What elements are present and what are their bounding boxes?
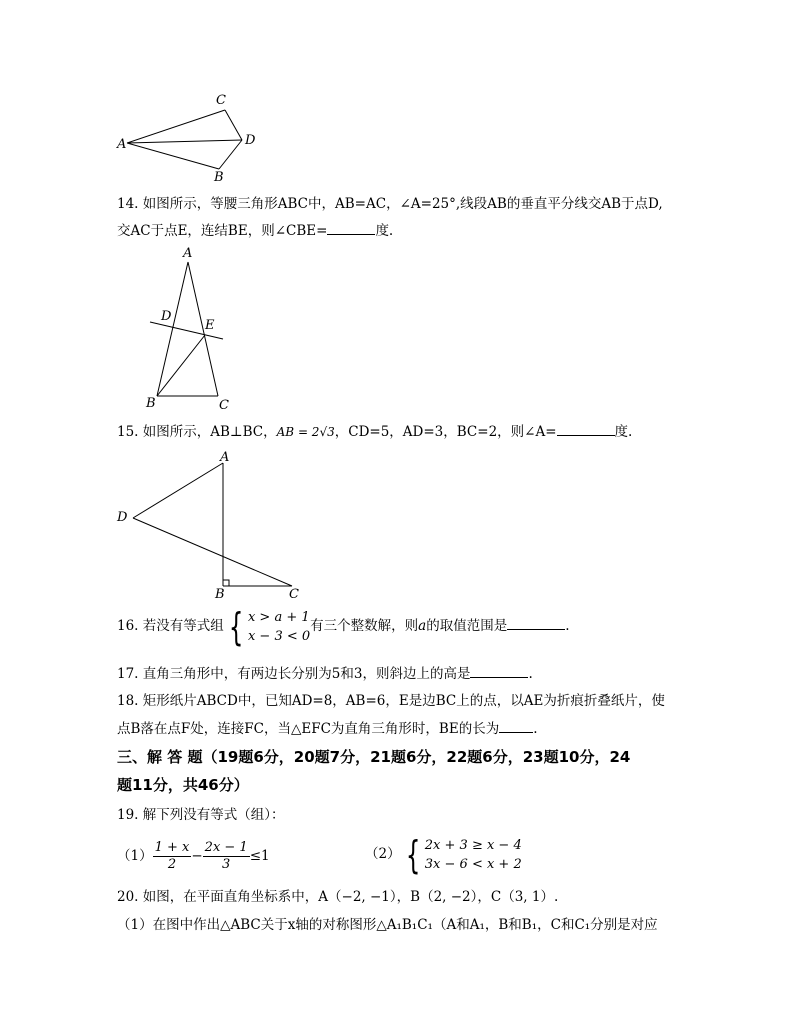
fig14-edge-be [157, 335, 205, 396]
fig13-edge-ac [127, 110, 225, 143]
q19-system [425, 836, 522, 874]
q14-line2-end: 度. [375, 223, 394, 239]
fig14-label-c: C [219, 398, 229, 413]
q19-p1-label: （1） [117, 848, 153, 864]
q16-brace: { [228, 604, 244, 649]
q17-end: . [528, 666, 533, 682]
fig15-edge-dc [133, 518, 292, 586]
q16-text-pre: 16. 若没有等式组 [117, 618, 224, 634]
q18-line1: 18. 矩形纸片ABCD中，已知AD=8，AB=6，E是边BC上的点，以AE为折痕折叠纸片，使 [117, 693, 665, 709]
q16-system [248, 608, 310, 646]
fig14-label-b: B [146, 396, 156, 411]
fig13-label-d: D [245, 133, 256, 148]
q18-line2 [117, 719, 538, 738]
q19-frac2-num: 2x − 1 [204, 840, 248, 855]
q18-answer-blank[interactable] [499, 719, 533, 733]
q18-line2-text: 点B落在点F处，连接FC，当△EFC为直角三角形时，BE的长为 [117, 721, 500, 737]
fig13-edge-db [219, 140, 242, 169]
q19-frac1-num: 1 + x [154, 840, 190, 855]
q17-text: 17. 直角三角形中，有两边长分别为5和3，则斜边上的高是 [117, 666, 471, 682]
q20-line2: （1）在图中作出△ABC关于x轴的对称图形△A₁B₁C₁（A和A₁，B和B₁，C和C₁分别是对应 [117, 917, 658, 933]
fig15-label-c: C [289, 587, 299, 602]
fig13-edge-ad [127, 140, 242, 143]
q20-line1: 20. 如图，在平面直角坐标系中，A（−2, −1），B（2, −2），C（3, 1）. [117, 889, 559, 905]
q19-p2-label: （2） [365, 846, 401, 862]
q19-title: 19. 解下列没有等式（组）： [117, 807, 285, 823]
q16-text-post: 的取值范围是 [426, 618, 508, 634]
q15-text-mid: ，CD=5，AD=3，BC=2，则∠A= [334, 424, 557, 440]
q14-line2 [117, 221, 393, 240]
q16-end: . [565, 618, 570, 634]
q19-part1 [117, 834, 270, 878]
q19-frac2 [203, 840, 250, 873]
q18-end: . [533, 721, 538, 737]
fig15-right-angle-mark [223, 580, 229, 586]
section-3-heading-line2: 题11分，共46分） [117, 776, 249, 794]
q19-minus: − [191, 848, 203, 864]
fig15-label-a: A [220, 450, 230, 465]
q15-line [117, 422, 632, 441]
fig14-label-d: D [161, 309, 172, 324]
fig14-label-e: E [205, 318, 215, 333]
q16-var: a [418, 618, 427, 634]
fig14-label-a: A [183, 246, 193, 261]
q16-row1: x > a + 1 [247, 609, 310, 625]
q15-text-post: 度. [614, 424, 633, 440]
fig14-edge-ab [157, 262, 188, 396]
q16-line [117, 604, 570, 649]
fig15-label-d: D [117, 510, 128, 525]
q19-brace: { [405, 832, 420, 877]
fig13-label-c: C [216, 93, 226, 108]
q15-answer-blank[interactable] [557, 422, 615, 436]
q14-line1: 14. 如图所示，等腰三角形ABC中，AB=AC，∠A=25°,线段AB的垂直平分线交AB于点D, [117, 196, 663, 212]
q14-line2-text: 交AC于点E，连结BE，则∠CBE= [117, 223, 328, 239]
q15-ab-expr: AB = 2√3 [276, 425, 335, 439]
q16-row2: x − 3 < 0 [247, 628, 311, 644]
fig13-label-a: A [117, 137, 127, 152]
section-3-heading-line1: 三、解 答 题（19题6分，20题7分，21题6分，22题6分，23题10分，24 [117, 748, 631, 766]
q16-text-mid: 有三个整数解，则 [310, 618, 419, 634]
q17-answer-blank[interactable] [470, 664, 528, 678]
q17-line [117, 664, 533, 683]
q19-part2 [365, 832, 522, 876]
q19-sys-row1: 2x + 3 ≥ x − 4 [424, 837, 522, 853]
q19-frac1-den: 2 [167, 857, 177, 872]
q19-frac2-den: 3 [222, 857, 231, 872]
fig13-edge-ba [127, 143, 219, 169]
fig13-label-b: B [214, 170, 224, 185]
fig15-label-b: B [215, 587, 225, 602]
q15-text-pre: 15. 如图所示，AB⊥BC， [117, 424, 277, 440]
fig13-edge-cd [225, 110, 242, 140]
q14-answer-blank[interactable] [327, 221, 375, 235]
q19-le1: ≤1 [249, 848, 270, 864]
fig15-edge-da [133, 463, 223, 518]
q19-frac1 [153, 840, 192, 873]
q19-sys-row2: 3x − 6 < x + 2 [424, 856, 522, 872]
q16-answer-blank[interactable] [507, 616, 565, 630]
